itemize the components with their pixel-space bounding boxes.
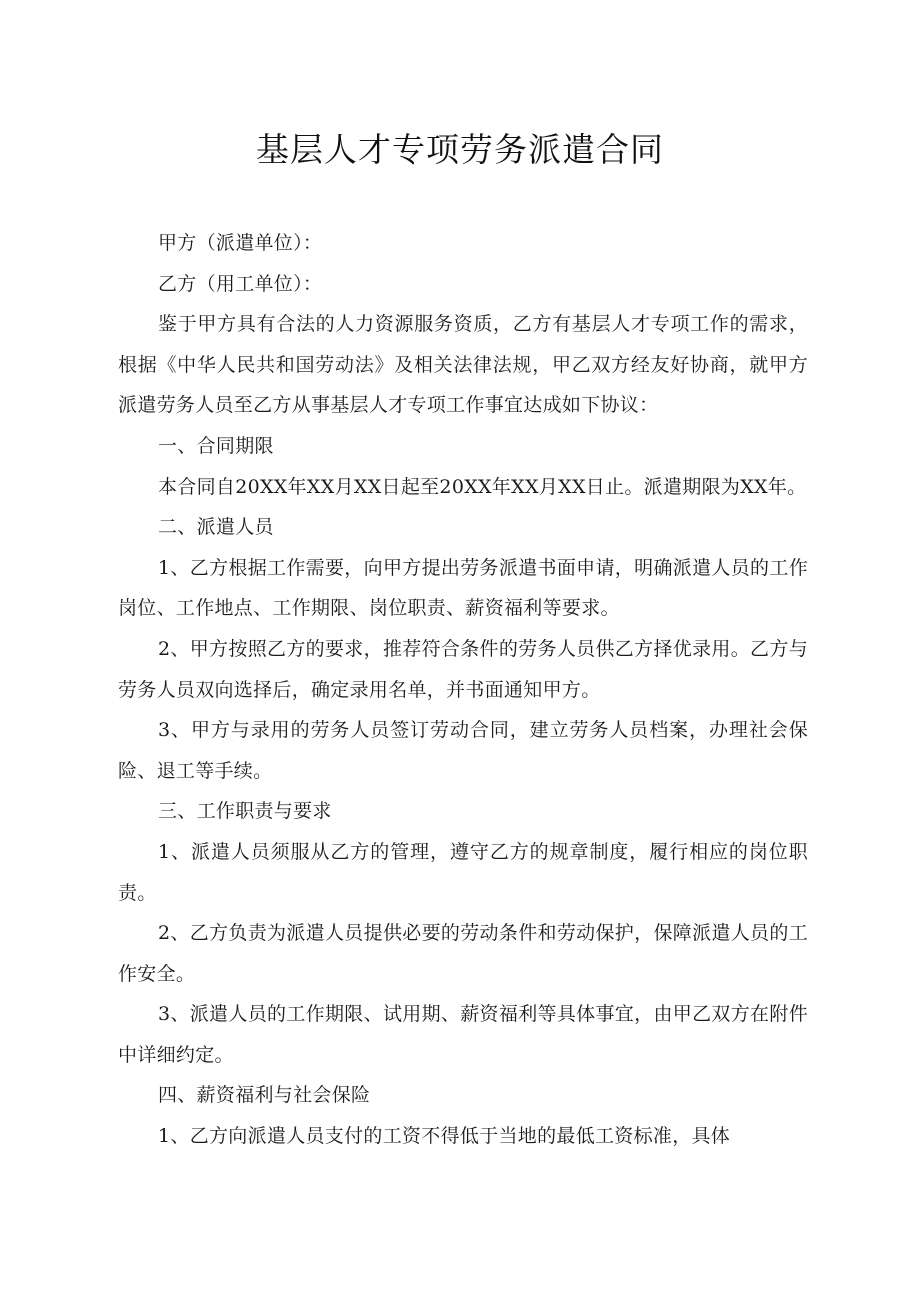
document-title: 基层人才专项劳务派遣合同 <box>256 130 664 169</box>
section-paragraph: 3、甲方与录用的劳务人员签订劳动合同，建立劳务人员档案，办理社会保险、退工等手续。 <box>118 719 808 782</box>
party-b-line: 乙方（用工单位）： <box>158 272 323 295</box>
preamble-paragraph: 鉴于甲方具有合法的人力资源服务资质，乙方有基层人才专项工作的需求，根据《中华人民共和国劳动法》及相关法律法规，甲乙双方经友好协商，就甲方派遣劳务人员至乙方从事基层人才专项工作事宜达成如下协议： <box>118 313 808 417</box>
section-paragraph: 1、乙方根据工作需要，向甲方提出劳务派遣书面申请，明确派遣人员的工作岗位、工作地点、工作期限、岗位职责、薪资福利等要求。 <box>118 556 808 620</box>
party-a-line: 甲方（派遣单位）： <box>158 232 323 254</box>
document-body <box>118 223 808 1157</box>
section-paragraph: 3、派遣人员的工作期限、试用期、薪资福利等具体事宜，由甲乙双方在附件中详细约定。 <box>118 1003 808 1066</box>
section-paragraph: 本合同自20XX年XX月XX日起至20XX年XX月XX日止。派遣期限为XX年。 <box>158 475 807 498</box>
section-heading-salary: 四、薪资福利与社会保险 <box>158 1084 371 1107</box>
section-paragraph: 2、乙方负责为派遣人员提供必要的劳动条件和劳动保护，保障派遣人员的工作安全。 <box>118 922 808 985</box>
section-heading-term: 一、合同期限 <box>158 434 274 457</box>
section-paragraph: 1、派遣人员须服从乙方的管理，遵守乙方的规章制度，履行相应的岗位职责。 <box>118 840 808 904</box>
section-heading-duties: 三、工作职责与要求 <box>158 800 332 823</box>
section-heading-personnel: 二、派遣人员 <box>158 516 274 539</box>
section-paragraph: 1、乙方向派遣人员支付的工资不得低于当地的最低工资标准，具体 <box>158 1125 731 1148</box>
section-paragraph: 2、甲方按照乙方的要求，推荐符合条件的劳务人员供乙方择优录用。乙方与劳务人员双向选择后，确定录用名单，并书面通知甲方。 <box>118 637 808 701</box>
